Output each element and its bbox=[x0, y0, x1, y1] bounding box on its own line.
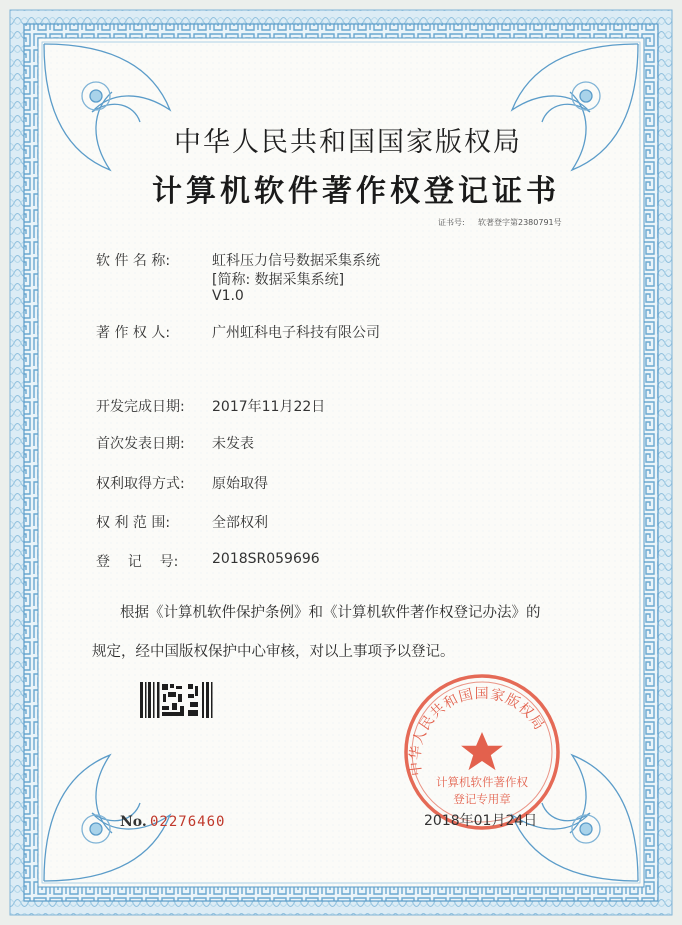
issue-date: 2018年01月24日 bbox=[424, 813, 538, 829]
scope-label: 权 利 范 围: bbox=[96, 515, 171, 531]
registration-number-value: 2018SR059696 bbox=[212, 551, 320, 567]
acquisition-label: 权利取得方式: bbox=[96, 476, 185, 492]
software-name-label: 软 件 名 称: bbox=[96, 253, 171, 269]
seal-center-line-2: 登记专用章 bbox=[453, 792, 511, 806]
seal-center-line-1: 计算机软件著作权 bbox=[436, 775, 528, 789]
software-version: V1.0 bbox=[212, 288, 244, 304]
owner-value: 广州虹科电子科技有限公司 bbox=[212, 325, 380, 341]
serial-number-value: 02276460 bbox=[150, 814, 226, 830]
certificate-title: 计算机软件著作权登记证书 bbox=[152, 174, 560, 209]
registration-number-label: 登 记 号: bbox=[96, 554, 179, 570]
seal-ring-text: 中华人民共和国国家版权局 bbox=[407, 686, 548, 777]
first-publish-value: 未发表 bbox=[212, 436, 254, 452]
owner-label: 著 作 权 人: bbox=[96, 325, 171, 341]
scope-value: 全部权利 bbox=[212, 515, 268, 531]
statement-line-1: 根据《计算机软件保护条例》和《计算机软件著作权登记办法》的 bbox=[120, 605, 541, 621]
issuer-title: 中华人民共和国国家版权局 bbox=[174, 127, 522, 158]
serial-number-label: No. bbox=[120, 814, 147, 830]
statement-line-2: 规定，经中国版权保护中心审核，对以上事项予以登记。 bbox=[92, 644, 455, 660]
completion-date-label: 开发完成日期: bbox=[96, 399, 185, 415]
acquisition-value: 原始取得 bbox=[212, 476, 268, 492]
software-short-name: [简称: 数据采集系统] bbox=[212, 272, 345, 288]
cert-number-value: 软著登字第2380791号 bbox=[478, 218, 562, 227]
software-name-value: 虹科压力信号数据采集系统 bbox=[212, 253, 380, 269]
first-publish-label: 首次发表日期: bbox=[96, 436, 185, 452]
cert-number-label: 证书号: bbox=[438, 218, 465, 227]
completion-date-value: 2017年11月22日 bbox=[212, 399, 326, 415]
